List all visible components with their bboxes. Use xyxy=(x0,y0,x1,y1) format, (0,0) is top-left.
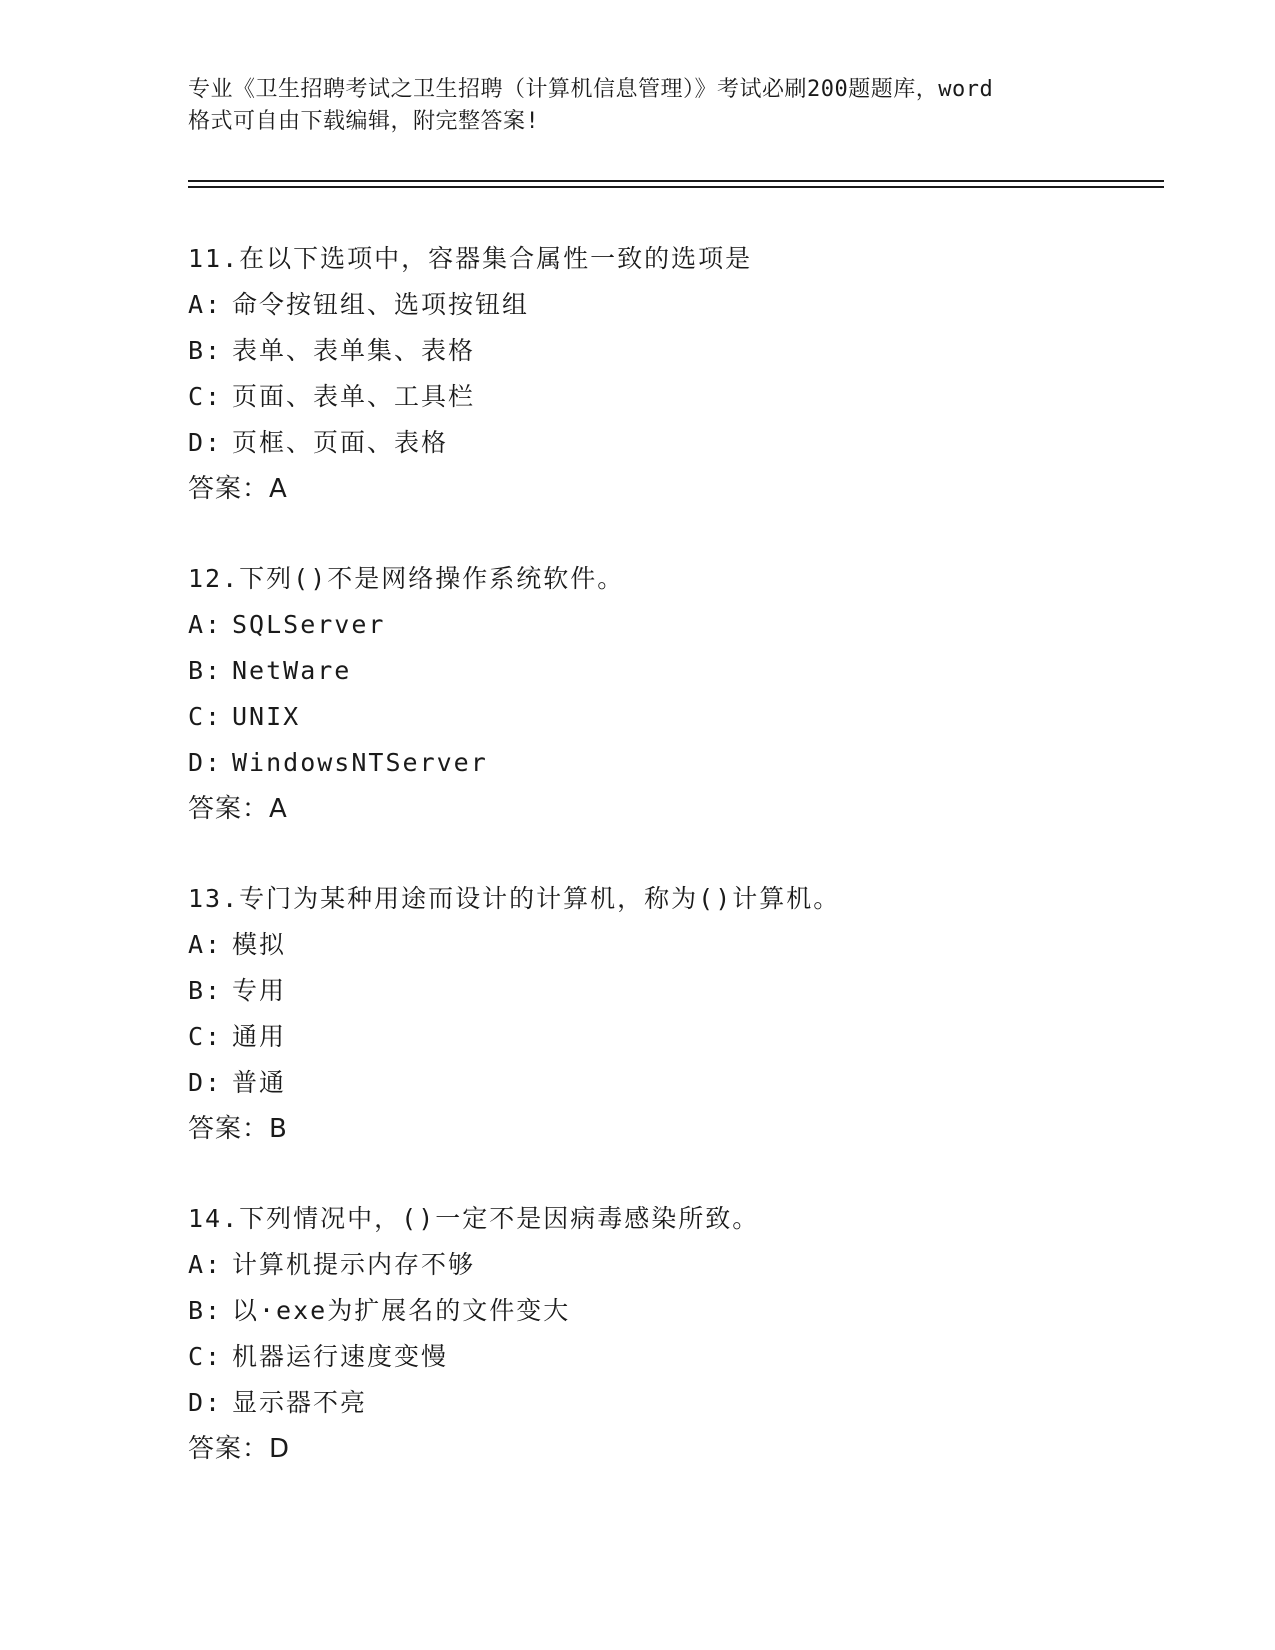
option-b xyxy=(188,648,1148,694)
option-a xyxy=(188,1242,1148,1288)
option-text: 页面、表单、工具栏 xyxy=(232,382,476,411)
option-text: 以·exe为扩展名的文件变大 xyxy=(232,1296,571,1325)
question-list xyxy=(188,236,1148,1516)
header-line-2: 格式可自由下载编辑，附完整答案! xyxy=(188,109,540,134)
header-divider-top xyxy=(188,180,1164,182)
answer-line: 答案：A xyxy=(188,794,288,824)
option-d xyxy=(188,1060,1148,1106)
option-text: 模拟 xyxy=(232,930,287,959)
option-text: NetWare xyxy=(232,656,352,685)
option-key: A: xyxy=(188,290,223,319)
option-key: A: xyxy=(188,1250,223,1279)
option-text: SQLServer xyxy=(232,610,386,639)
header-line-1: 专业《卫生招聘考试之卫生招聘（计算机信息管理）》考试必刷200题题库，word xyxy=(188,77,994,102)
option-key: D: xyxy=(188,428,223,457)
option-key: D: xyxy=(188,1068,223,1097)
option-c xyxy=(188,1334,1148,1380)
option-key: C: xyxy=(188,382,223,411)
option-c xyxy=(188,694,1148,740)
option-key: C: xyxy=(188,1342,223,1371)
header-divider-bottom xyxy=(188,186,1164,188)
question-item xyxy=(188,876,1148,1152)
option-b xyxy=(188,1288,1148,1334)
question-item xyxy=(188,556,1148,832)
option-d xyxy=(188,1380,1148,1426)
option-key: B: xyxy=(188,656,223,685)
answer-line: 答案：D xyxy=(188,1434,291,1464)
option-key: C: xyxy=(188,1022,223,1051)
question-item xyxy=(188,236,1148,512)
option-text: 显示器不亮 xyxy=(232,1388,368,1417)
option-key: B: xyxy=(188,336,223,365)
option-d xyxy=(188,420,1148,466)
question-stem: 11.在以下选项中，容器集合属性一致的选项是 xyxy=(188,244,753,273)
answer-line: 答案：A xyxy=(188,474,288,504)
option-text: UNIX xyxy=(232,702,301,731)
option-text: 表单、表单集、表格 xyxy=(232,336,476,365)
option-b xyxy=(188,968,1148,1014)
option-text: 通用 xyxy=(232,1022,287,1051)
question-stem: 12.下列()不是网络操作系统软件。 xyxy=(188,564,625,593)
option-key: D: xyxy=(188,748,223,777)
option-text: 机器运行速度变慢 xyxy=(232,1342,449,1371)
option-b xyxy=(188,328,1148,374)
option-a xyxy=(188,282,1148,328)
option-key: A: xyxy=(188,610,223,639)
option-a xyxy=(188,922,1148,968)
option-key: D: xyxy=(188,1388,223,1417)
option-key: B: xyxy=(188,976,223,1005)
option-text: WindowsNTServer xyxy=(232,748,488,777)
option-text: 命令按钮组、选项按钮组 xyxy=(232,290,530,319)
option-c xyxy=(188,374,1148,420)
question-stem: 14.下列情况中，()一定不是因病毒感染所致。 xyxy=(188,1204,760,1233)
option-key: A: xyxy=(188,930,223,959)
option-key: C: xyxy=(188,702,223,731)
option-c xyxy=(188,1014,1148,1060)
option-key: B: xyxy=(188,1296,223,1325)
option-text: 计算机提示内存不够 xyxy=(232,1250,476,1279)
option-text: 专用 xyxy=(232,976,287,1005)
document-header xyxy=(188,74,1088,138)
option-d xyxy=(188,740,1148,786)
option-text: 普通 xyxy=(232,1068,287,1097)
option-a xyxy=(188,602,1148,648)
answer-line: 答案：B xyxy=(188,1114,288,1144)
question-item xyxy=(188,1196,1148,1472)
option-text: 页框、页面、表格 xyxy=(232,428,449,457)
question-stem: 13.专门为某种用途而设计的计算机，称为()计算机。 xyxy=(188,884,841,913)
